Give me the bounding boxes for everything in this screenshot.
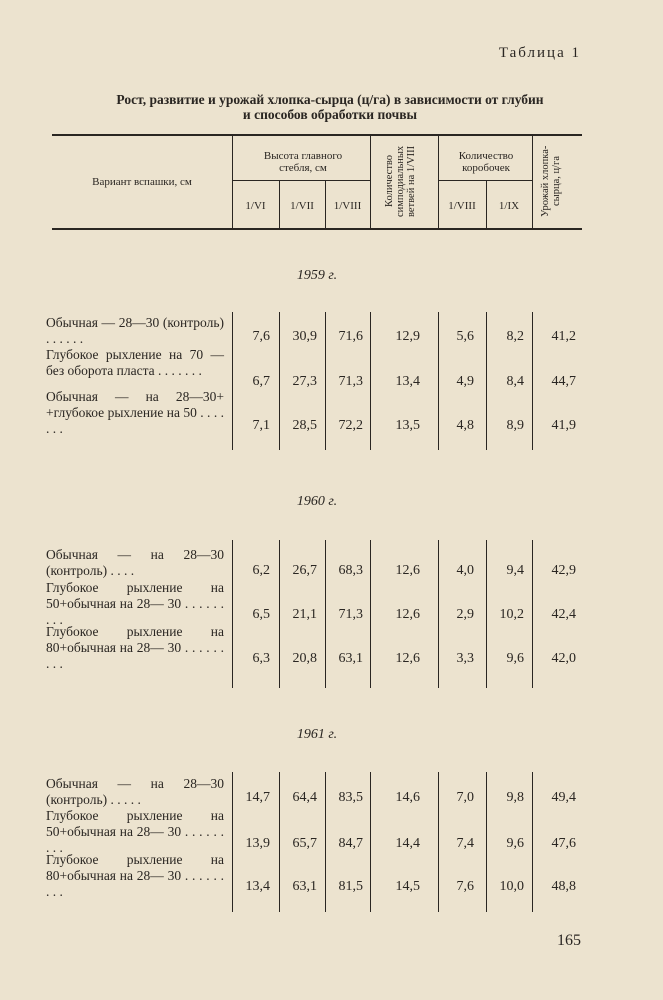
- table-label: Таблица 1: [498, 45, 581, 61]
- cell: 14,4: [395, 836, 420, 851]
- cell: 7,1: [252, 418, 270, 433]
- cell: 7,6: [252, 329, 270, 344]
- row-label: Обычная — на 28—30+ +глубокое рыхление на 50 . . . . . . .: [46, 389, 224, 436]
- cell: 2,9: [456, 607, 474, 622]
- header-top-rule: [52, 134, 582, 136]
- cell: 65,7: [292, 836, 317, 851]
- hdr-vline: [370, 134, 371, 228]
- cell: 84,7: [338, 836, 363, 851]
- hdr-vline: [438, 134, 439, 228]
- cell: 81,5: [338, 879, 363, 894]
- cell: 21,1: [292, 607, 317, 622]
- cell: 12,6: [395, 607, 420, 622]
- header-branches: Количество симподиальных ветвей на 1/VIII: [384, 145, 417, 217]
- height-subrule: [232, 180, 370, 181]
- year-heading: 1959 г.: [296, 268, 338, 283]
- cell: 28,5: [292, 418, 317, 433]
- cell: 83,5: [338, 790, 363, 805]
- year-heading: 1960 г.: [296, 494, 338, 509]
- cell: 71,6: [338, 329, 363, 344]
- title-line-1: Рост, развитие и урожай хлопка-сырца (ц/га) в зависимости от глубин: [116, 92, 544, 107]
- row-label: Глубокое рыхление на 50+обычная на 28— 30 . . . . . . . . .: [46, 580, 224, 627]
- row-label: Обычная — на 28—30 (контроль) . . . .: [46, 547, 224, 578]
- cell: 42,9: [551, 563, 576, 578]
- cell: 4,0: [456, 563, 474, 578]
- cell: 63,1: [292, 879, 317, 894]
- cell: 64,4: [292, 790, 317, 805]
- cell: 6,2: [252, 563, 270, 578]
- row-label: Глубокое рыхление на 50+обычная на 28— 30 . . . . . . . . .: [46, 808, 224, 855]
- cell: 41,9: [551, 418, 576, 433]
- cell: 49,4: [551, 790, 576, 805]
- hdr-vline: [532, 134, 533, 228]
- cell: 9,4: [506, 563, 524, 578]
- cell: 12,9: [395, 329, 420, 344]
- cell: 3,3: [456, 651, 474, 666]
- cell: 7,0: [456, 790, 474, 805]
- header-height-col: 1/VIII: [333, 200, 362, 212]
- header-variant: Вариант вспашки, см: [92, 176, 192, 188]
- cell: 4,9: [456, 374, 474, 389]
- table-title: [40, 92, 620, 122]
- cell: 41,2: [551, 329, 576, 344]
- cell: 42,0: [551, 651, 576, 666]
- row-label: Обычная — на 28—30 (контроль) . . . . .: [46, 776, 224, 807]
- cell: 47,6: [551, 836, 576, 851]
- cell: 48,8: [551, 879, 576, 894]
- cell: 13,9: [245, 836, 270, 851]
- cell: 10,0: [499, 879, 524, 894]
- header-height-col: 1/VI: [245, 200, 266, 212]
- cell: 8,9: [506, 418, 524, 433]
- cell: 63,1: [338, 651, 363, 666]
- cell: 13,5: [395, 418, 420, 433]
- cell: 6,7: [252, 374, 270, 389]
- cell: 68,3: [338, 563, 363, 578]
- header-boxes-col: 1/IX: [498, 200, 520, 212]
- boxes-subrule: [438, 180, 532, 181]
- cell: 71,3: [338, 374, 363, 389]
- cell: 9,6: [506, 836, 524, 851]
- row-label: Глубокое рыхление на 80+обычная на 28— 30 . . . . . . . . .: [46, 852, 224, 899]
- cell: 12,6: [395, 563, 420, 578]
- cell: 14,6: [395, 790, 420, 805]
- title-line-2: и способов обработки почвы: [242, 107, 418, 122]
- header-yield: Урожай хлопка-сырца, ц/га: [540, 145, 562, 217]
- year-heading: 1961 г.: [296, 727, 338, 742]
- header-height-col: 1/VII: [290, 200, 314, 212]
- header-height-group: Высота главного стебля, см: [263, 150, 343, 174]
- row-label: Глубокое рыхление на 70 — без оборота пласта . . . . . . .: [46, 347, 224, 378]
- hdr-vline: [232, 134, 233, 228]
- cell: 8,2: [506, 329, 524, 344]
- cell: 8,4: [506, 374, 524, 389]
- header-boxes-group: Количество коробочек: [458, 150, 514, 174]
- cell: 20,8: [292, 651, 317, 666]
- cell: 9,6: [506, 651, 524, 666]
- cell: 14,5: [395, 879, 420, 894]
- cell: 13,4: [395, 374, 420, 389]
- cell: 71,3: [338, 607, 363, 622]
- cell: 42,4: [551, 607, 576, 622]
- cell: 14,7: [245, 790, 270, 805]
- header-bottom-rule: [52, 228, 582, 230]
- cell: 7,6: [456, 879, 474, 894]
- cell: 30,9: [292, 329, 317, 344]
- header-boxes-col: 1/VIII: [448, 200, 476, 212]
- cell: 44,7: [551, 374, 576, 389]
- cell: 9,8: [506, 790, 524, 805]
- cell: 6,5: [252, 607, 270, 622]
- cell: 5,6: [456, 329, 474, 344]
- cell: 10,2: [499, 607, 524, 622]
- cell: 7,4: [456, 836, 474, 851]
- cell: 4,8: [456, 418, 474, 433]
- cell: 13,4: [245, 879, 270, 894]
- cell: 26,7: [292, 563, 317, 578]
- page-number: 165: [557, 932, 581, 949]
- cell: 12,6: [395, 651, 420, 666]
- cell: 27,3: [292, 374, 317, 389]
- cell: 72,2: [338, 418, 363, 433]
- row-label: Обычная — 28—30 (контроль) . . . . . .: [46, 315, 224, 346]
- cell: 6,3: [252, 651, 270, 666]
- row-label: Глубокое рыхление на 80+обычная на 28— 30 . . . . . . . . .: [46, 624, 224, 671]
